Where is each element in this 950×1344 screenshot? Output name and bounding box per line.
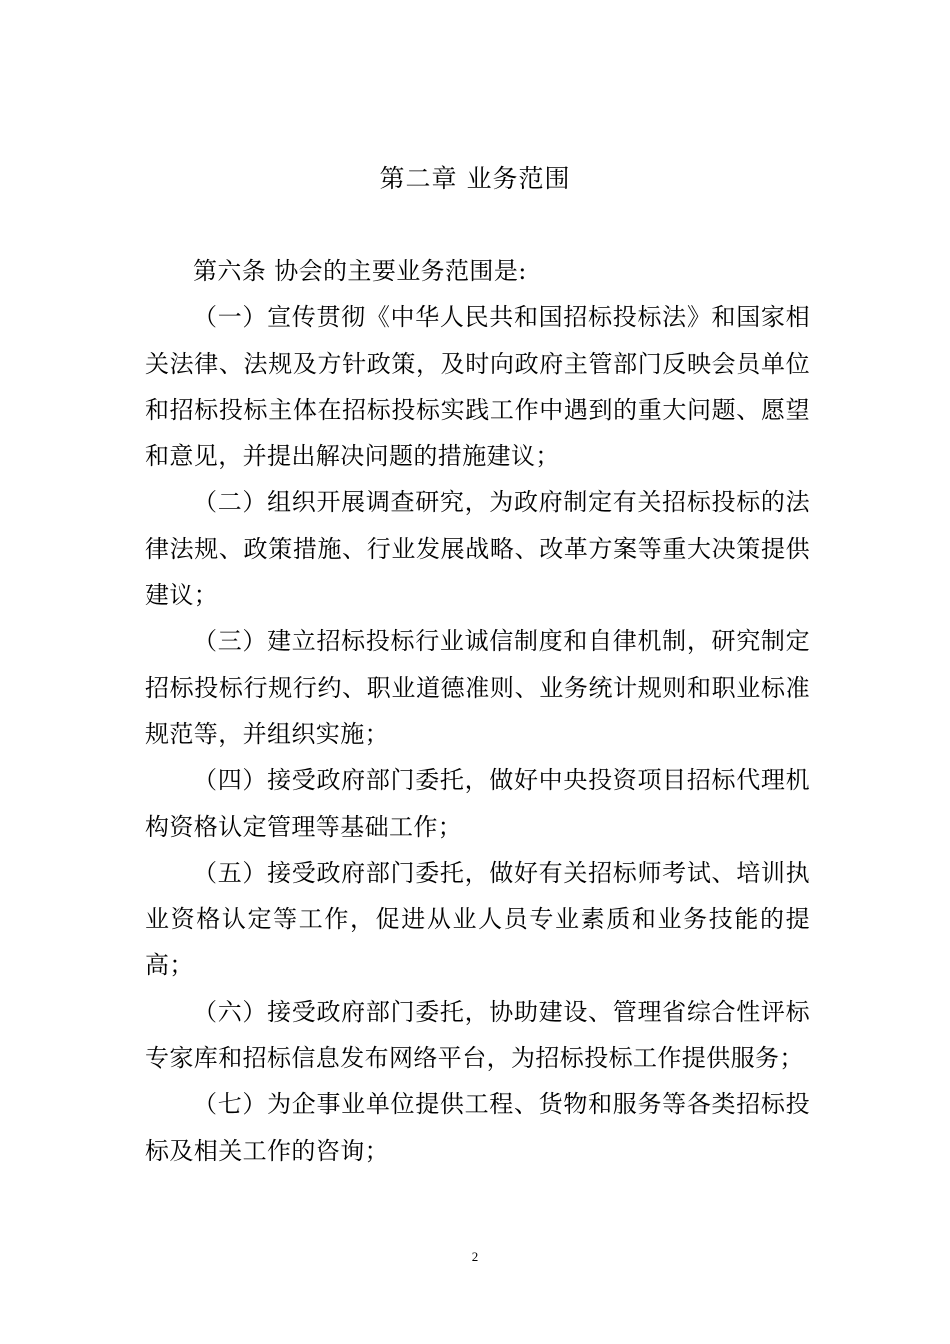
list-item: （四）接受政府部门委托，做好中央投资项目招标代理机构资格认定管理等基础工作；: [145, 766, 810, 841]
document-body: [145, 248, 810, 1174]
list-item: （六）接受政府部门委托，协助建设、管理省综合性评标专家库和招标信息发布网络平台，为招标投标工作提供服务；: [145, 997, 810, 1073]
list-item: （五）接受政府部门委托，做好有关招标师考试、培训执业资格认定等工作，促进从业人员专业素质和业务技能的提高；: [145, 858, 810, 980]
list-item: （二）组织开展调查研究，为政府制定有关招标投标的法律法规、政策措施、行业发展战略、改革方案等重大决策提供建议；: [145, 488, 810, 610]
list-item: （三）建立招标投标行业诚信制度和自律机制，研究制定招标投标行规行约、职业道德准则、业务统计规则和职业标准规范等，并组织实施；: [145, 627, 810, 748]
chapter-title: 第二章 业务范围: [379, 164, 571, 193]
list-item: （七）为企事业单位提供工程、货物和服务等各类招标投标及相关工作的咨询；: [145, 1090, 810, 1165]
list-item: （一）宣传贯彻《中华人民共和国招标投标法》和国家相关法律、法规及方针政策，及时向政府主管部门反映会员单位和招标投标主体在招标投标实践工作中遇到的重大问题、愿望和意见，并提出解决问题的措施建议；: [145, 303, 810, 471]
page-number: 2: [471, 1249, 479, 1264]
article-heading: 第六条 协会的主要业务范围是:: [193, 257, 527, 285]
